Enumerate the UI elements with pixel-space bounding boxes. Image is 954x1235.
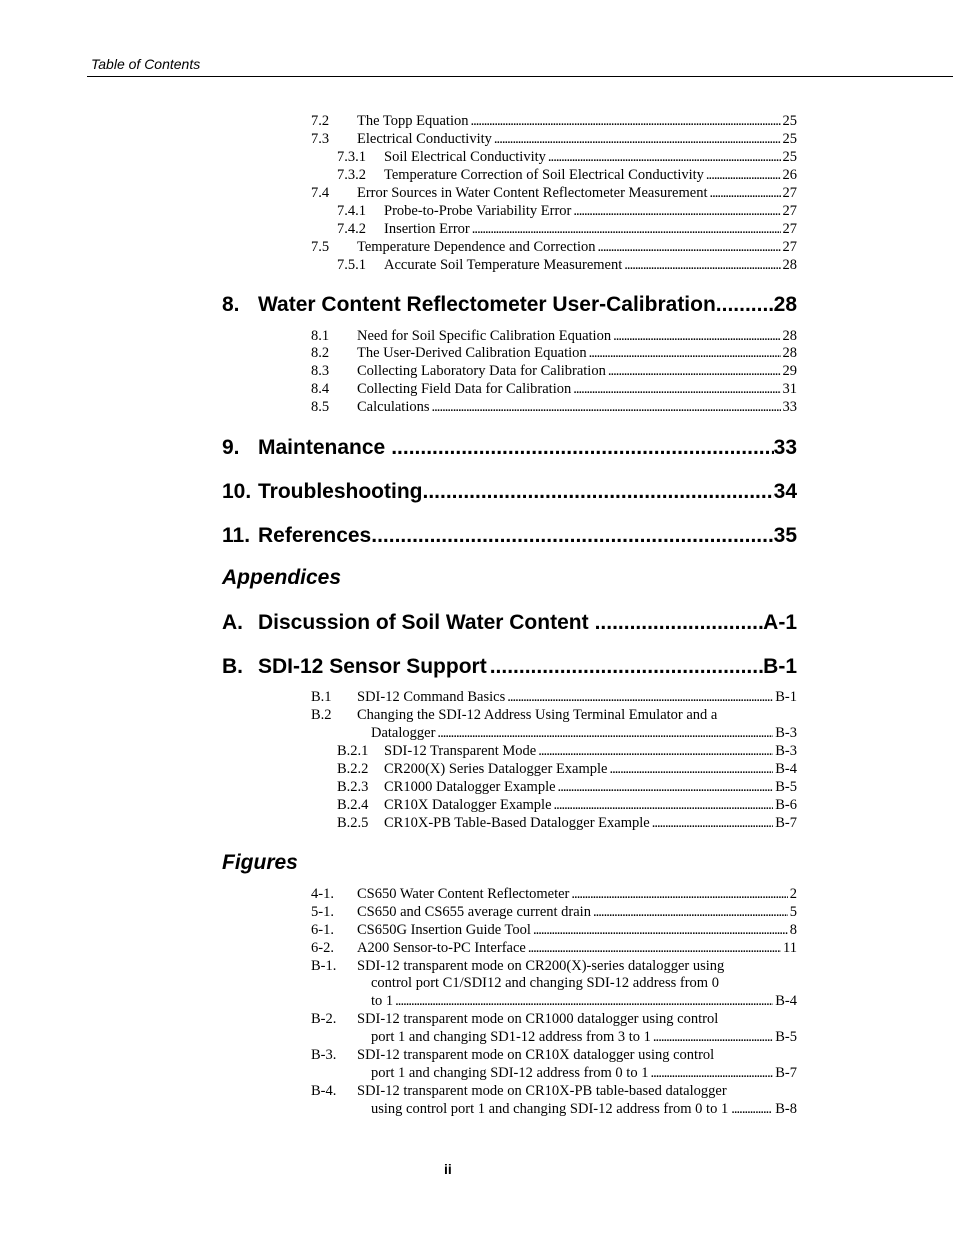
entry-page: B-3 <box>775 725 797 741</box>
toc-entry-7-2[interactable] <box>311 112 797 130</box>
figure-page: 11 <box>783 940 797 956</box>
section-page: 34 <box>773 480 797 503</box>
figure-page: B-8 <box>775 1101 797 1117</box>
figure-title-line1: SDI-12 transparent mode on CR10X-PB table-based datalogger <box>357 1083 727 1099</box>
entry-number: B.1 <box>311 689 332 705</box>
dot-leader <box>731 1100 772 1118</box>
dot-leader <box>432 398 781 416</box>
entry-title: Temperature Dependence and Correction <box>357 239 596 255</box>
figures-heading: Figures <box>222 851 298 874</box>
dot-leader <box>706 166 781 184</box>
dot-leader <box>573 202 780 220</box>
figure-title-line2: control port C1/SDI12 and changing SDI-12 address from 0 <box>371 975 719 991</box>
entry-number: 7.3.2 <box>337 167 366 183</box>
entry-number: 7.4.2 <box>337 221 366 237</box>
entry-title: Need for Soil Specific Calibration Equation <box>357 328 612 344</box>
entry-title: CR10X-PB Table-Based Datalogger Example <box>384 815 650 831</box>
entry-number: B.2.4 <box>337 797 369 813</box>
appendix-title: Discussion of Soil Water Content <box>258 611 589 634</box>
entry-page: 27 <box>782 185 797 201</box>
toc-section-11[interactable] <box>222 523 797 549</box>
entry-number: 7.3 <box>311 131 330 147</box>
section-number: 11. <box>222 524 251 547</box>
toc-entry-b-1[interactable] <box>311 688 797 706</box>
entry-title: Insertion Error <box>384 221 470 237</box>
entry-title-line2-row <box>371 724 797 742</box>
entry-title-line2: Datalogger <box>371 725 436 741</box>
entry-number: B.2.1 <box>337 743 369 759</box>
entry-page: 28 <box>782 345 797 361</box>
toc-entry-8-1[interactable] <box>311 327 797 345</box>
section-title: References <box>258 524 372 547</box>
entry-page: 25 <box>782 131 797 147</box>
toc-entry-7-3-2[interactable] <box>337 166 797 184</box>
figure-title-line2: port 1 and changing SDI-12 address from 0 to 1 <box>371 1065 649 1081</box>
entry-title: Error Sources in Water Content Reflectometer Measurement <box>357 185 708 201</box>
entry-number: 8.4 <box>311 381 330 397</box>
figure-number: B-3. <box>311 1047 337 1063</box>
toc-entry-7-4-1[interactable] <box>337 202 797 220</box>
figure-number: 5-1. <box>311 904 334 920</box>
dot-leader <box>395 992 773 1010</box>
entry-number: 7.5 <box>311 239 330 255</box>
figure-entry-5-1[interactable] <box>311 903 797 921</box>
dot-leader <box>558 778 774 796</box>
dot-leader <box>507 688 773 706</box>
figure-title-line2-row <box>371 1100 797 1118</box>
entry-title: Soil Electrical Conductivity <box>384 149 546 165</box>
entry-title: The User-Derived Calibration Equation <box>357 345 587 361</box>
toc-entry-7-3[interactable] <box>311 130 797 148</box>
section-page: 33 <box>773 436 797 459</box>
entry-number: B.2.5 <box>337 815 369 831</box>
toc-entry-b-2-3[interactable] <box>337 778 797 796</box>
section-title: Troubleshooting <box>258 480 423 503</box>
figure-entry-6-2[interactable] <box>311 939 797 957</box>
entry-title: Temperature Correction of Soil Electrical Conductivity <box>384 167 704 183</box>
toc-section-9[interactable] <box>222 435 797 461</box>
entry-title: CR10X Datalogger Example <box>384 797 552 813</box>
figure-number: B-4. <box>311 1083 337 1099</box>
appendix-letter: B. <box>222 655 243 678</box>
entry-number: 7.4.1 <box>337 203 366 219</box>
entry-number: 8.1 <box>311 328 330 344</box>
figure-title-line2-row <box>371 1028 797 1046</box>
page-number: ii <box>444 1161 452 1177</box>
dot-leader <box>716 292 774 318</box>
entry-page: B-3 <box>775 743 797 759</box>
dot-leader <box>472 220 781 238</box>
toc-entry-8-5[interactable] <box>311 398 797 416</box>
figure-number: B-1. <box>311 958 337 974</box>
figure-page: B-4 <box>775 993 797 1009</box>
section-title: Water Content Reflectometer User-Calibration <box>258 293 716 316</box>
entry-page: B-1 <box>775 689 797 705</box>
entry-page: 29 <box>782 363 797 379</box>
figure-title: CS650 Water Content Reflectometer <box>357 886 570 902</box>
figure-page: 8 <box>789 922 797 938</box>
figure-title-line1: SDI-12 transparent mode on CR10X datalogger using control <box>357 1047 715 1063</box>
appendix-page: B-1 <box>763 655 797 678</box>
entry-page: 27 <box>782 239 797 255</box>
dot-leader <box>652 814 774 832</box>
appendix-letter: A. <box>222 611 243 634</box>
entry-page: 28 <box>782 257 797 273</box>
entry-number: 7.4 <box>311 185 330 201</box>
dot-leader <box>608 362 781 380</box>
figure-number: B-2. <box>311 1011 337 1027</box>
dot-leader <box>613 327 780 345</box>
toc-entry-b-2-5[interactable] <box>337 814 797 832</box>
entry-page: 25 <box>782 113 797 129</box>
section-number: 9. <box>222 436 240 459</box>
dot-leader <box>437 724 773 742</box>
figure-title-line1: SDI-12 transparent mode on CR200(X)-series datalogger using <box>357 958 725 974</box>
toc-entry-7-3-1[interactable] <box>337 148 797 166</box>
dot-leader <box>554 796 774 814</box>
section-page: 35 <box>773 524 797 547</box>
figure-title: CS650G Insertion Guide Tool <box>357 922 531 938</box>
dot-leader <box>533 921 788 939</box>
entry-title: Collecting Field Data for Calibration <box>357 381 572 397</box>
figure-title-line2-row <box>371 1064 797 1082</box>
figure-entry-4-1[interactable] <box>311 885 797 903</box>
entry-title: SDI-12 Command Basics <box>357 689 506 705</box>
toc-entry-7-5[interactable] <box>311 238 797 256</box>
appendix-title: SDI-12 Sensor Support <box>258 655 487 678</box>
figure-title-line2: using control port 1 and changing SDI-12 address from 0 to 1 <box>371 1101 729 1117</box>
entry-page: 27 <box>782 221 797 237</box>
dot-leader <box>422 479 773 505</box>
entry-page: 27 <box>782 203 797 219</box>
dot-leader <box>391 435 773 461</box>
entry-number: 8.3 <box>311 363 330 379</box>
entry-title-line1: Changing the SDI-12 Address Using Terminal Emulator and a <box>357 707 718 723</box>
entry-title: Collecting Laboratory Data for Calibration <box>357 363 606 379</box>
entry-page: 31 <box>782 381 797 397</box>
entry-number: B.2.3 <box>337 779 369 795</box>
entry-page: B-5 <box>775 779 797 795</box>
dot-leader <box>538 742 773 760</box>
entry-title: Probe-to-Probe Variability Error <box>384 203 572 219</box>
toc-section-10[interactable] <box>222 479 797 505</box>
dot-leader <box>573 380 780 398</box>
dot-leader <box>571 885 787 903</box>
figure-entry-6-1[interactable] <box>311 921 797 939</box>
entry-page: B-7 <box>775 815 797 831</box>
entry-title: CR200(X) Series Datalogger Example <box>384 761 608 777</box>
dot-leader <box>609 760 773 778</box>
figure-title-line3-row <box>371 992 797 1010</box>
figure-number: 4-1. <box>311 886 334 902</box>
toc-entry-8-2[interactable] <box>311 344 797 362</box>
entry-title: The Topp Equation <box>357 113 469 129</box>
dot-leader <box>709 184 780 202</box>
section-title: Maintenance <box>258 436 386 459</box>
toc-entry-8-4[interactable] <box>311 380 797 398</box>
toc-entry-b-2-1[interactable] <box>337 742 797 760</box>
figure-title-line3: to 1 <box>371 993 394 1009</box>
dot-leader <box>650 1064 773 1082</box>
header-rule <box>87 76 953 77</box>
entry-title: SDI-12 Transparent Mode <box>384 743 537 759</box>
toc-appendix-a[interactable] <box>222 610 797 636</box>
dot-leader <box>593 903 788 921</box>
dot-leader <box>653 1028 773 1046</box>
section-page: 28 <box>773 293 797 316</box>
figure-number: 6-2. <box>311 940 334 956</box>
entry-number: B.2 <box>311 707 332 723</box>
entry-page: 25 <box>782 149 797 165</box>
entry-page: B-6 <box>775 797 797 813</box>
header-title: Table of Contents <box>91 56 201 72</box>
entry-number: 7.5.1 <box>337 257 366 273</box>
dot-leader <box>528 939 781 957</box>
toc-section-8[interactable] <box>222 292 797 318</box>
entry-title: Calculations <box>357 399 430 415</box>
toc-entry-7-5-1[interactable] <box>337 256 797 274</box>
dot-leader <box>470 112 780 130</box>
toc-entry-8-3[interactable] <box>311 362 797 380</box>
figure-page: B-7 <box>775 1065 797 1081</box>
toc-appendix-b[interactable] <box>222 654 797 680</box>
toc-entry-b-2-4[interactable] <box>337 796 797 814</box>
section-number: 8. <box>222 293 240 316</box>
dot-leader <box>494 130 781 148</box>
figure-title-line1: SDI-12 transparent mode on CR1000 datalogger using control <box>357 1011 719 1027</box>
section-number: 10. <box>222 480 252 503</box>
entry-number: 7.3.1 <box>337 149 366 165</box>
figure-page: 2 <box>789 886 797 902</box>
entry-number: 7.2 <box>311 113 330 129</box>
toc-entry-b-2-2[interactable] <box>337 760 797 778</box>
toc-entry-7-4[interactable] <box>311 184 797 202</box>
dot-leader <box>490 654 763 680</box>
toc-entry-7-4-2[interactable] <box>337 220 797 238</box>
entry-title: Electrical Conductivity <box>357 131 492 147</box>
dot-leader <box>371 523 773 549</box>
entry-page: B-4 <box>775 761 797 777</box>
entry-title: CR1000 Datalogger Example <box>384 779 556 795</box>
figure-title: CS650 and CS655 average current drain <box>357 904 591 920</box>
appendix-page: A-1 <box>763 611 797 634</box>
figure-number: 6-1. <box>311 922 334 938</box>
entry-title: Accurate Soil Temperature Measurement <box>384 257 623 273</box>
appendices-heading: Appendices <box>222 566 342 589</box>
dot-leader <box>548 148 781 166</box>
entry-page: 26 <box>782 167 797 183</box>
dot-leader <box>624 256 780 274</box>
dot-leader <box>598 238 781 256</box>
entry-number: B.2.2 <box>337 761 369 777</box>
entry-page: 28 <box>782 328 797 344</box>
dot-leader <box>595 610 764 636</box>
figure-title-line2: port 1 and changing SD1-12 address from 3 to 1 <box>371 1029 651 1045</box>
entry-page: 33 <box>782 399 797 415</box>
figure-page: 5 <box>789 904 797 920</box>
dot-leader <box>589 344 781 362</box>
entry-number: 8.5 <box>311 399 330 415</box>
entry-number: 8.2 <box>311 345 330 361</box>
figure-title: A200 Sensor-to-PC Interface <box>357 940 526 956</box>
figure-page: B-5 <box>775 1029 797 1045</box>
